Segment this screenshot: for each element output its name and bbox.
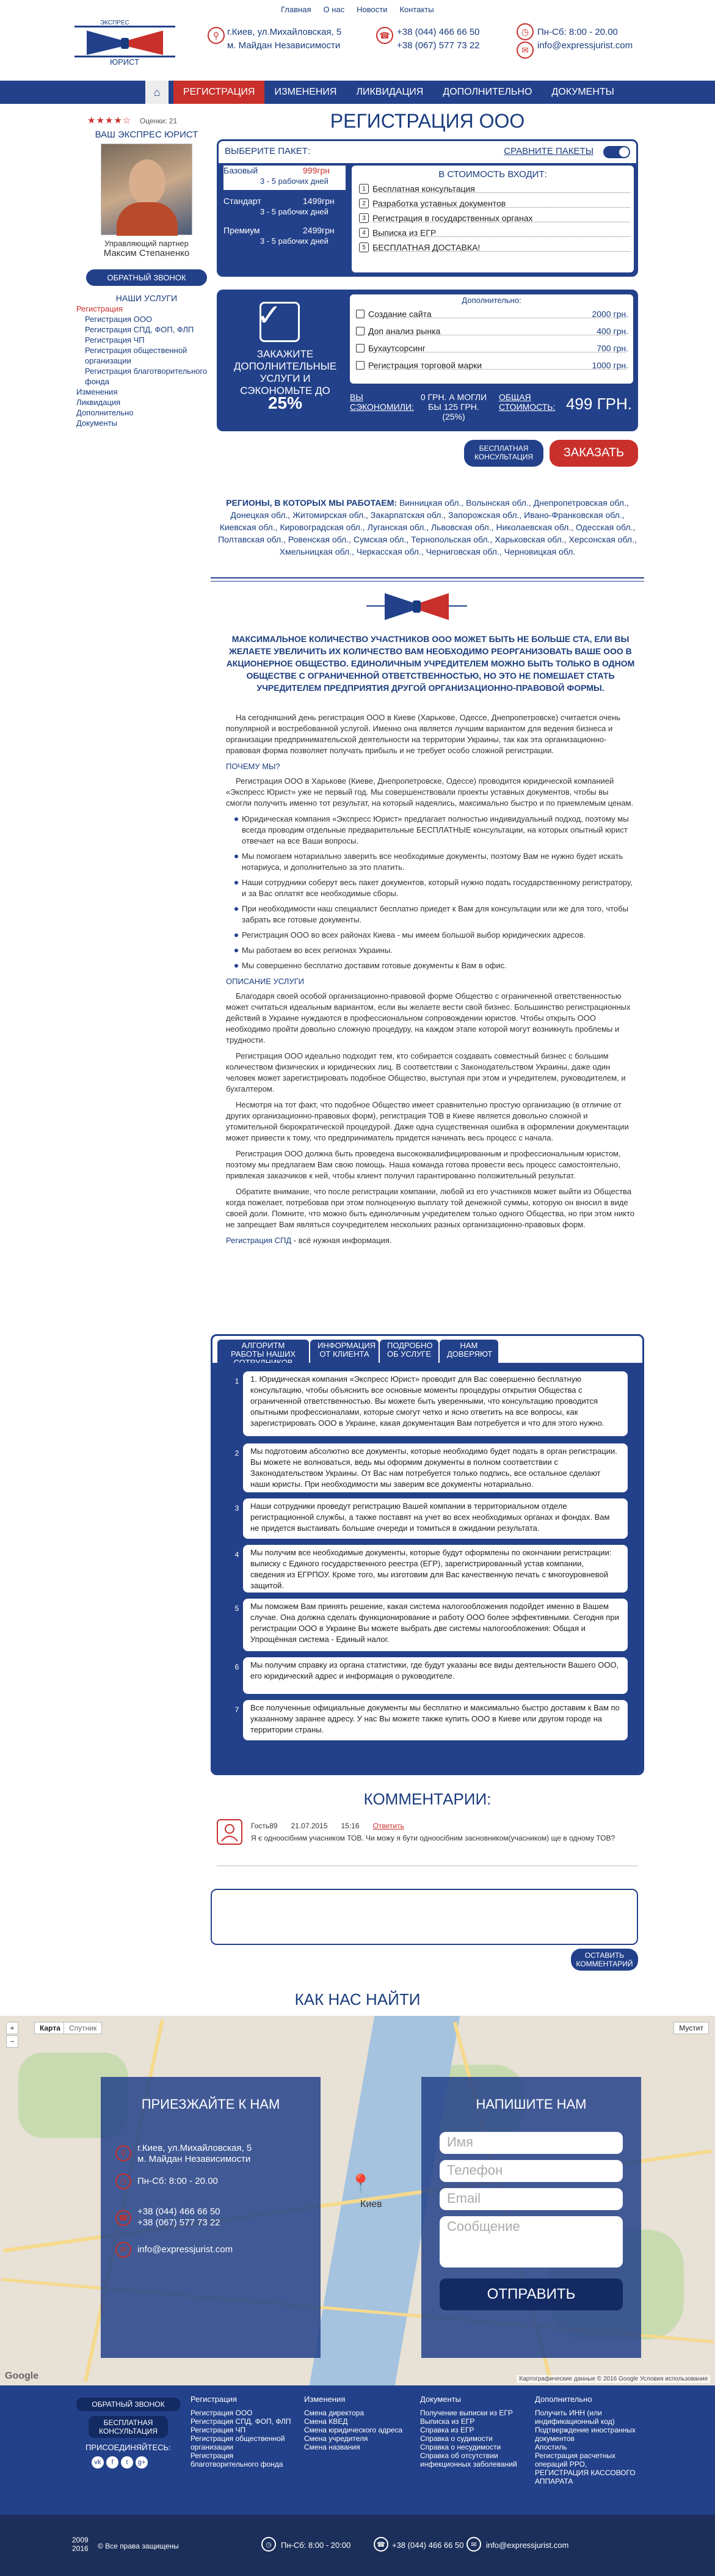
map-pin-icon: ⚲ (208, 27, 225, 44)
algorithm-step: Мы поможем Вам принять решение, какая система налогообложения подойдет именно в Вашем случае. Она должна сделать функционирование и работу ООО более эффективными. Сегодня при регистрации ООО в Украине Вы можете выбрать две системы налогообложения: Общая и Упрощённая система - Единый налог. (243, 1599, 628, 1651)
social-icons (92, 2456, 150, 2468)
rating (76, 115, 217, 126)
comment-input[interactable] (211, 1889, 638, 1945)
footer-link[interactable]: Справка о несудимости (420, 2443, 501, 2451)
sidebar-service-item[interactable]: Изменения (76, 387, 118, 396)
footer (0, 2385, 715, 2515)
algorithm-step: Мы подготовим абсолютно все документы, которые необходимо будет подать в орган регистрации. Вы можете не волноваться, ведь мы оформим документы в полном соответствии с Законодательством Украины. От Вас нам потребуется только подпись, все остальное сделают наши юристы. При необходимости мы заверим все документы нотариально. (243, 1443, 628, 1492)
phone-input[interactable]: Телефон (440, 2160, 623, 2182)
addons-promo: ЗАКАЖИТЕ ДОПОЛНИТЕЛЬНЫЕ УСЛУГИ И СЭКОНОМЬТЕ ДО 25% (233, 348, 337, 412)
benefit-item: Юридическая компания «Экспресс Юрист» предлагает полностью индивидуальный подход, поэтому мы всегда проводим отдельные предварительные БЕСПЛАТНЫЕ консультации, на которых опытный юрист отвечает на все Ваши вопросы. (234, 814, 635, 847)
include-item: 4 Выписка из ЕГР (359, 228, 436, 238)
sidebar (76, 115, 217, 428)
option-price: 700 грн. (597, 343, 628, 353)
contact-form-panel (421, 2077, 641, 2358)
zoom-in-button[interactable]: + (6, 2022, 18, 2034)
sidebar-service-item[interactable]: Регистрация благотворительного фонда (85, 367, 208, 386)
algorithm-step: 1. Юридическая компания «Экспресс Юрист» проводит для Вас совершенно бесплатную консультацию, чтобы объяснить все основные моменты процедуры открытия Общества с ограниченной ответственностью. Вы можете быть уверенными, что консультацию проводится опытными профессионалами, которые смогут четко и ясно ответить на все вопросы, как зарегистрировать ООО в Украине, какая документация Вам потребуется и что для этого нужно. (243, 1371, 628, 1436)
logo-top-text: ЭКСПРЕС (100, 20, 129, 26)
includes-title: В СТОИМОСТЬ ВХОДИТ: (438, 169, 547, 180)
compare-packages-link[interactable]: СРАВНИТЕ ПАКЕТЫ (504, 146, 593, 156)
header-address-line2: м. Майдан Независимости (227, 40, 341, 51)
header-email[interactable]: info@expressjurist.com (537, 40, 633, 51)
benefit-item: Мы помогаем нотариально заверить все необходимые документы, поэтому Вам не нужно будет искать нотариуса, и дополнительно за это платить. (234, 851, 635, 873)
tab-service-details[interactable]: ПОДРОБНО ОБ УСЛУГЕ (380, 1340, 438, 1371)
package-name: Стандарт (223, 196, 261, 206)
bottom-hours: Пн-Сб: 8:00 - 20:00 (281, 2541, 351, 2550)
zoom-out-button[interactable]: − (6, 2035, 18, 2048)
visit-address: г.Киев, ул.Михайловская, 5 м. Майдан Независимости (137, 2143, 252, 2164)
message-input[interactable]: Сообщение (440, 2216, 623, 2268)
map-city-label: Киев (360, 2199, 382, 2209)
visit-us-panel (101, 2077, 321, 2358)
footer-link[interactable]: Смена КВЕД (304, 2417, 348, 2426)
article-paragraph: Благодаря своей особой организационно-правовой форме Общество с ограниченной ответственностью может считаться идеальным вариантом, если вы желаете вести свой бизнес. Большинство регистрационных действий в Украине нуждаются в профессиональном сопровождении юристов. Чтобы открыть ООО необходимо пройти довольно сложную процедуру, на каждом этапе которой могут возникнуть проблемы и трудности. (226, 991, 631, 1045)
algorithm-step: Мы получим все необходимые документы, которые будут оформлены по окончании регистрации: выписку с Единого государственного реестра (ЕГР), зарегистрированный устав компании, сведения из ЕГРПОУ. Кроме того, мы изготовим для Вас качественную печать с многоуровневой защитой. (243, 1545, 628, 1593)
step-number: 4 (231, 1549, 243, 1561)
topnav-news[interactable]: Новости (357, 5, 388, 14)
send-button[interactable]: ОТПРАВИТЬ (440, 2279, 623, 2310)
algorithm-step: Все полученные официальные документы мы бесплатно и максимально быстро доставим к Вам по указанному заранее адресу. У нас Вы можете также купить ООО в Киеве или другом городе на территории страны. (243, 1700, 628, 1740)
email-icon: ✉ (517, 42, 534, 59)
sidebar-service-item[interactable]: Документы (76, 418, 118, 428)
compare-toggle[interactable] (603, 146, 630, 158)
partner-role: Управляющий партнер (104, 239, 189, 248)
total-label: ОБЩАЯ СТОИМОСТЬ: (499, 392, 556, 412)
footer-callback-button[interactable]: ОБРАТНЫЙ ЗВОНОК (76, 2398, 180, 2411)
header-phone-1[interactable]: +38 (044) 466 66 50 (397, 27, 480, 37)
package-includes (352, 166, 634, 272)
article-paragraph: Несмотря на тот факт, что подобное Общество имеет сравнительно простую организацию (в отличие от других организационно-правовых форм), регистрация ТОВ в Киеве является довольно сложной и утомительной бюрократической процедурой. Даже одна существенная ошибка в оформлении документации может привести к тому, что предприниматель придется начинать весь процесс с начала. (226, 1100, 629, 1142)
bottom-email[interactable]: info@expressjurist.com (486, 2541, 569, 2550)
checkbox-icon: ✓ (260, 302, 300, 342)
services-title: НАШИ УСЛУГИ (115, 293, 178, 303)
article-paragraph: Регистрация ООО идеально подходит тем, кто собирается создавать совместный бизнес с большим количеством физических и юридических лиц. В соответствии с Законодательством Украины, даже один человек может зарегистрировать подобное Общество, выступая при этом и учредителем, руководителем, и бухгалтером. (226, 1051, 626, 1093)
include-item: 2 Разработка уставных документов (359, 199, 506, 208)
include-item: 1 Бесплатная консультация (359, 184, 475, 194)
footer-consult-button[interactable]: БЕСПЛАТНАЯ КОНСУЛЬТАЦИЯ (89, 2416, 168, 2438)
clock-icon: ◷ (261, 2537, 276, 2552)
step-number: 6 (231, 1661, 243, 1673)
option-item[interactable]: Создание сайта (356, 309, 627, 319)
footer-link[interactable]: Смена юридического адреса (304, 2426, 403, 2434)
comment-date: 21.07.2015 (291, 1822, 328, 1830)
visit-hours: Пн-Сб: 8:00 - 20.00 (137, 2176, 218, 2186)
footer-link[interactable]: Апостиль (535, 2443, 567, 2451)
bowtie-divider-icon (366, 588, 467, 625)
footer-col-changes (304, 2395, 408, 2451)
footer-link[interactable]: Выписка из ЕГР (420, 2417, 475, 2426)
footer-link[interactable]: Получение выписки из ЕГР (420, 2409, 513, 2417)
header-address (227, 26, 341, 53)
include-item: 3 Регистрация в государственных органах (359, 213, 533, 223)
topnav-contacts[interactable]: Контакты (399, 5, 434, 14)
twitter-icon[interactable]: t (121, 2456, 133, 2468)
footer-link[interactable]: Смена директора (304, 2409, 365, 2417)
services-menu (76, 293, 217, 428)
bottom-phone[interactable]: +38 (044) 466 66 50 (392, 2541, 464, 2550)
header-address-line1: г.Киев, ул.Михайловская, 5 (227, 27, 342, 37)
checkbox[interactable] (356, 361, 365, 370)
footer-col-documents (420, 2395, 524, 2468)
benefit-item: Мы совершенно бесплатно доставим готовые документы к Вам в офис. (234, 960, 635, 971)
google-logo: Google (5, 2371, 39, 2381)
package-price: 1499грн (303, 196, 335, 206)
lawyer-photo (101, 144, 192, 235)
benefit-item: При необходимости наш специалист бесплатно приедет к Вам для консультации или же для того, чтобы забрать все готовые документы. (234, 903, 635, 925)
option-price: 400 грн. (597, 326, 628, 336)
phone-icon: ☎ (376, 27, 393, 44)
addons-box (217, 290, 638, 431)
packages-panel (219, 163, 636, 275)
benefit-item: Регистрация ООО во всех районах Киева - мы имеем большой выбор юридических адресов. (234, 930, 635, 941)
sidebar-service-item[interactable]: Регистрация (76, 304, 123, 313)
order-button[interactable]: ЗАКАЗАТЬ (550, 440, 638, 467)
article-paragraph: На сегодняшний день регистрация ООО в Киеве (Харькове, Одессе, Днепропетровске) считается очень популярной и востребованной услугой. Именно она является лучшим вариантом для ведения бизнеса и организации предпринимательской деятельности на территории Украины, так как эта организационно-правовая форма позволяет получать прибыль и не требует особо сложной регистрации. (226, 713, 621, 755)
addons-options (350, 294, 633, 384)
saved-label: ВЫ СЭКОНОМИЛИ: (350, 392, 414, 412)
comments-title: КОММЕНТАРИИ: (363, 1790, 492, 1808)
callback-button[interactable]: ОБРАТНЫЙ ЗВОНОК (86, 269, 207, 286)
article-link-line: Регистрация СПД - всё нужная информация. (226, 1236, 392, 1245)
benefit-item: Мы работаем во всех регионах Украины. (234, 945, 635, 956)
phone-icon: ☎ (115, 2210, 131, 2226)
package-name: Премиум (223, 225, 260, 235)
package-days: 3 - 5 рабочих дней (260, 207, 328, 216)
description-heading: ОПИСАНИЕ УСЛУГИ (226, 977, 304, 986)
footer-col-heading[interactable]: Документы (420, 2395, 462, 2404)
step-number: 7 (231, 1704, 243, 1716)
footer-link[interactable]: Регистрация благотворительного фонда (191, 2451, 283, 2468)
divider (211, 581, 644, 582)
footer-col-heading[interactable]: Изменения (304, 2395, 346, 2404)
choose-package-label: ВЫБЕРИТЕ ПАКЕТ: (225, 146, 311, 156)
nav-additional[interactable]: ДОПОЛНИТЕЛЬНО (443, 87, 532, 97)
checkbox[interactable] (356, 310, 365, 318)
footer-link[interactable]: Регистрация общественной организации (191, 2434, 285, 2451)
user-avatar-icon (217, 1819, 242, 1845)
algorithm-step: Мы получим справку из органа статистики, где будут указаны все виды деятельности Вашего ООО, его юридический адрес и информация о руководителе. (243, 1657, 628, 1694)
article-paragraph: Обратите внимание, что после регистрации компании, любой из его участников может выйти из Общества когда пожелает, потребовав при этом полноценную выплату той денежной суммы, которую он вносил в виде своей доли. Помните, что можно быть единоличным учредителем только одного Общества, но при этом никто не запрещает Вам являться соучредителем нескольких разных организационно-правовых форм. (226, 1187, 635, 1229)
map-marker-icon[interactable]: 📍 (349, 2174, 372, 2194)
sidebar-title: ВАШ ЭКСПРЕС ЮРИСТ (95, 130, 198, 140)
regions-text: Винницкая обл., Волынская обл., Днепропетровская обл., Донецкая обл., Житомирская обл., Закарпатская обл., Запорожская обл., Ивано-Франковская обл., Киевская обл., Кировоградская обл., Луганская обл., Львовская обл., Николаевская обл., Одесская обл., Полтавская обл., Ровенская обл., Сумская обл., Тернопольская обл., Харьковская обл., Херсонская обл., Хмельницкая обл., Черкасская обл., Черниговская обл., Черновицкая обл. (218, 498, 637, 556)
package-name: Базовый (223, 166, 258, 175)
sidebar-service-item[interactable]: Регистрация общественной организации (85, 346, 187, 365)
package-price: 2499грн (303, 225, 335, 235)
home-icon[interactable]: ⌂ (145, 81, 169, 104)
packages-box (217, 139, 638, 277)
total-value: 499 ГРН. (565, 395, 632, 413)
regions-lead: РЕГИОНЫ, В КОТОРЫХ МЫ РАБОТАЕМ: (226, 498, 397, 508)
sidebar-service-item[interactable]: Регистрация СПД, ФОП, ФЛП (85, 325, 194, 334)
algorithm-step: Наши сотрудники проведут регистрацию Вашей компании в территориальном отделе регистрационной службы, а также поставят на учет во всех необходимых органах и фондах. Вам не придется выстаивать большие очереди и томиться в ожидании результата. (243, 1498, 628, 1539)
step-number: 2 (231, 1447, 243, 1459)
option-price: 2000 грн. (592, 309, 628, 319)
tab-trust[interactable]: НАМ ДОВЕРЯЮТ (440, 1340, 498, 1371)
map-title: КАК НАС НАЙТИ (294, 1990, 421, 2009)
top-nav (281, 5, 434, 14)
nav-changes[interactable]: ИЗМЕНЕНИЯ (274, 87, 337, 97)
options-title: Дополнительно: (462, 296, 521, 305)
step-number: 3 (231, 1502, 243, 1514)
header-hours (537, 26, 633, 53)
nav-liquidation[interactable]: ЛИКВИДАЦИЯ (356, 87, 424, 97)
page-title: РЕГИСТРАЦИЯ ООО (330, 110, 525, 132)
comment-author: Гость89 (251, 1822, 278, 1830)
map-pin-icon: ⚲ (115, 2145, 131, 2161)
sidebar-service-item[interactable]: Дополнительно (76, 408, 134, 417)
saved-value: 0 ГРН. А МОГЛИ БЫ 125 ГРН.(25%) (420, 392, 487, 421)
footer-col-registration (191, 2395, 294, 2468)
comment-text: Я є одноосібним учасником ТОВ. Чи можу я бути одноосібним засновником(учасником) ще в одному ТОВ? (251, 1834, 615, 1842)
footer-link[interactable]: Справка об отсутствии инфекционных заболеваний (420, 2451, 517, 2468)
logo-bottom-text: ЮРИСТ (110, 57, 140, 66)
phone-icon: ☎ (374, 2537, 388, 2552)
tab-algorithm[interactable]: АЛГОРИТМ РАБОТЫ НАШИХ (217, 1340, 309, 1371)
map-type-satellite[interactable]: Спутник (64, 2022, 102, 2034)
spd-link[interactable]: Регистрация СПД (226, 1236, 292, 1245)
visit-us-title: ПРИЕЗЖАЙТЕ К НАМ (141, 2096, 280, 2112)
intro-bold-text: МАКСИМАЛЬНОЕ КОЛИЧЕСТВО УЧАСТНИКОВ ООО МОЖЕТ БЫТЬ НЕ БОЛЬШЕ СТА, ЕЛИ ВЫ ЖЕЛАЕТЕ УВЕЛИЧИТЬ ИХ КОЛИЧЕСТВО ВАМ НЕОБХОДИМО РЕОРГАНИЗОВАТЬ ВАШЕ ООО В АКЦИОНЕРНОЕ ОБЩЕСТВО. ЕДИНОЛИЧНЫМ УЧРЕДИТЕЛЕМ МОЖНО БЫТЬ ТОЛЬКО В ОДНОМ ОБЩЕСТВЕ С ОГРАНИЧЕННОЙ ОТВЕТСТВЕННОСТЬЮ, НО ЭТО НЕ ПОМЕШАЕТ СТАТЬ УЧРЕДИТЕЛЕМ ПРЕДПРИЯТИЯ ДРУГОЙ ОРГАНИЗАЦИОННО-ПРАВОВОЙ ФОРМЫ. (226, 634, 635, 693)
footer-link[interactable]: Регистрация СПД, ФОП, ФЛП (191, 2417, 291, 2426)
rating-count: Оценки: 21 (139, 117, 178, 125)
bottom-bar (0, 2515, 715, 2576)
partner-name: Максим Степаненко (103, 248, 190, 258)
step-number: 5 (231, 1602, 243, 1615)
vk-icon[interactable]: vk (92, 2456, 104, 2468)
article-paragraph: Регистрация ООО должна быть проведена высококвалифицированным и профессиональным юристом, поэтому мы предлагаем Вам свою помощь. Наша команда готова провести весь процесс самостоятельно, привлекая заказчиков к ней, чтобы клиент получил гарантированно положительный результат. (226, 1149, 621, 1180)
package-days: 3 - 5 рабочих дней (260, 177, 328, 186)
article-paragraph: Регистрация ООО в Харькове (Киеве, Днепропетровске, Одессе) проводится юридической компанией «Экспресс Юрист» уже не первый год. Мы совершенствовали проекты уставных документов, чтобы вы смогли получить именно тот результат, на который надеялись, максимально быстро и по приемлемым ценам. (226, 776, 634, 808)
map-type-map[interactable]: Карта (34, 2022, 66, 2034)
visit-email[interactable]: info@expressjurist.com (137, 2244, 233, 2255)
package-standard[interactable] (223, 196, 346, 221)
package-price: 999грн (303, 166, 330, 175)
package-premium[interactable] (223, 225, 346, 250)
header-phones (397, 26, 480, 53)
nav-documents[interactable]: ДОКУМЕНТЫ (551, 87, 614, 97)
footer-link[interactable]: Смена названия (304, 2443, 360, 2451)
copyright-text: © Все права защищены (98, 2542, 179, 2550)
package-basic[interactable] (223, 166, 346, 190)
tab-client-info[interactable]: ИНФОРМАЦИЯ ОТ КЛИЕНТА (310, 1340, 379, 1371)
nav-registration[interactable]: РЕГИСТРАЦИЯ (173, 81, 264, 104)
footer-link[interactable]: Регистрация ЧП (191, 2426, 246, 2434)
option-item[interactable]: Регистрация торговой марки (356, 360, 627, 370)
topnav-home[interactable]: Главная (281, 5, 311, 14)
step-number: 1 (231, 1375, 243, 1387)
footer-link[interactable]: Регистрация ООО (191, 2409, 253, 2417)
benefits-list (234, 814, 635, 971)
why-us-heading: ПОЧЕМУ МЫ? (226, 762, 280, 771)
regions (217, 497, 638, 558)
email-icon: ✉ (466, 2537, 481, 2552)
logo[interactable] (68, 17, 181, 66)
clock-icon: ◷ (517, 23, 534, 40)
map-credits: Картографические данные © 2016 Google Условия использования (517, 2375, 710, 2383)
article (226, 712, 635, 1251)
main-nav (0, 81, 715, 104)
sidebar-service-item[interactable]: Ликвидация (76, 398, 121, 407)
divider (211, 577, 644, 578)
footer-link[interactable]: Регистрация расчетных операций РРО, РЕГИСТРАЦИЯ КАССОВОГО АППАРАТА (535, 2451, 636, 2486)
footer-link[interactable]: Справка из ЕГР (420, 2426, 474, 2434)
google-plus-icon[interactable]: g+ (136, 2456, 148, 2468)
checkbox[interactable] (356, 344, 365, 352)
footer-col-heading[interactable]: Дополнительно (535, 2395, 592, 2404)
sidebar-service-item[interactable]: Регистрация ЧП (85, 335, 145, 345)
addons-percent: 25% (267, 393, 303, 412)
name-input[interactable]: Имя (440, 2132, 623, 2154)
footer-link[interactable]: Получить ИНН (или индификационный код) (535, 2409, 615, 2426)
facebook-icon[interactable]: f (106, 2456, 118, 2468)
algorithm-steps (212, 1363, 642, 1773)
free-consult-button[interactable]: БЕСПЛАТНАЯ КОНСУЛЬТАЦИЯ (464, 440, 543, 467)
submit-comment-button[interactable]: ОСТАВИТЬ КОММЕНТАРИЙ (571, 1949, 638, 1971)
contact-form-title: НАПИШИТЕ НАМ (476, 2096, 587, 2112)
algorithm-box (211, 1334, 644, 1775)
footer-link[interactable]: Подтверждение иностранных документов (535, 2426, 636, 2443)
join-label: ПРИСОЕДИНЯЙТЕСЬ: (85, 2443, 171, 2452)
reply-link[interactable]: Ответить (372, 1822, 404, 1830)
bowtie-logo-icon (68, 17, 181, 66)
benefit-item: Наши сотрудники соберут весь пакет документов, который нужно подать государственному регистратору, и за Вас оплатят все необходимые сборы. (234, 877, 635, 899)
rating-stars-icon[interactable]: ★★★★☆ (87, 115, 132, 126)
option-item[interactable]: Доп анализ рынка (356, 326, 627, 336)
include-item: 5 БЕСПЛАТНАЯ ДОСТАВКА! (359, 243, 480, 252)
footer-link[interactable]: Смена учредителя (304, 2434, 368, 2443)
email-input[interactable]: Email (440, 2188, 623, 2210)
topnav-about[interactable]: О нас (323, 5, 345, 14)
map-layers[interactable]: Мустит (673, 2022, 709, 2034)
footer-col-additional (535, 2395, 639, 2486)
checkbox[interactable] (356, 327, 365, 335)
footer-link[interactable]: Справка о судимости (420, 2434, 493, 2443)
email-icon: ✉ (115, 2242, 131, 2258)
clock-icon: ◷ (115, 2173, 131, 2189)
package-days: 3 - 5 рабочих дней (260, 236, 328, 246)
option-price: 1000 грн. (592, 360, 628, 370)
comment-time: 15:16 (341, 1822, 360, 1830)
header-phone-2[interactable]: +38 (067) 577 73 22 (397, 40, 480, 51)
visit-phones: +38 (044) 466 66 50 +38 (067) 577 73 22 (137, 2206, 220, 2228)
copyright-years: 2009 2016 (72, 2536, 89, 2553)
footer-col-heading[interactable]: Регистрация (191, 2395, 237, 2404)
header-hours-text: Пн-Сб: 8:00 - 20.00 (537, 27, 618, 37)
sidebar-service-item[interactable]: Регистрация ООО (85, 315, 152, 324)
option-item[interactable]: Бухаутсорсинг (356, 343, 627, 353)
